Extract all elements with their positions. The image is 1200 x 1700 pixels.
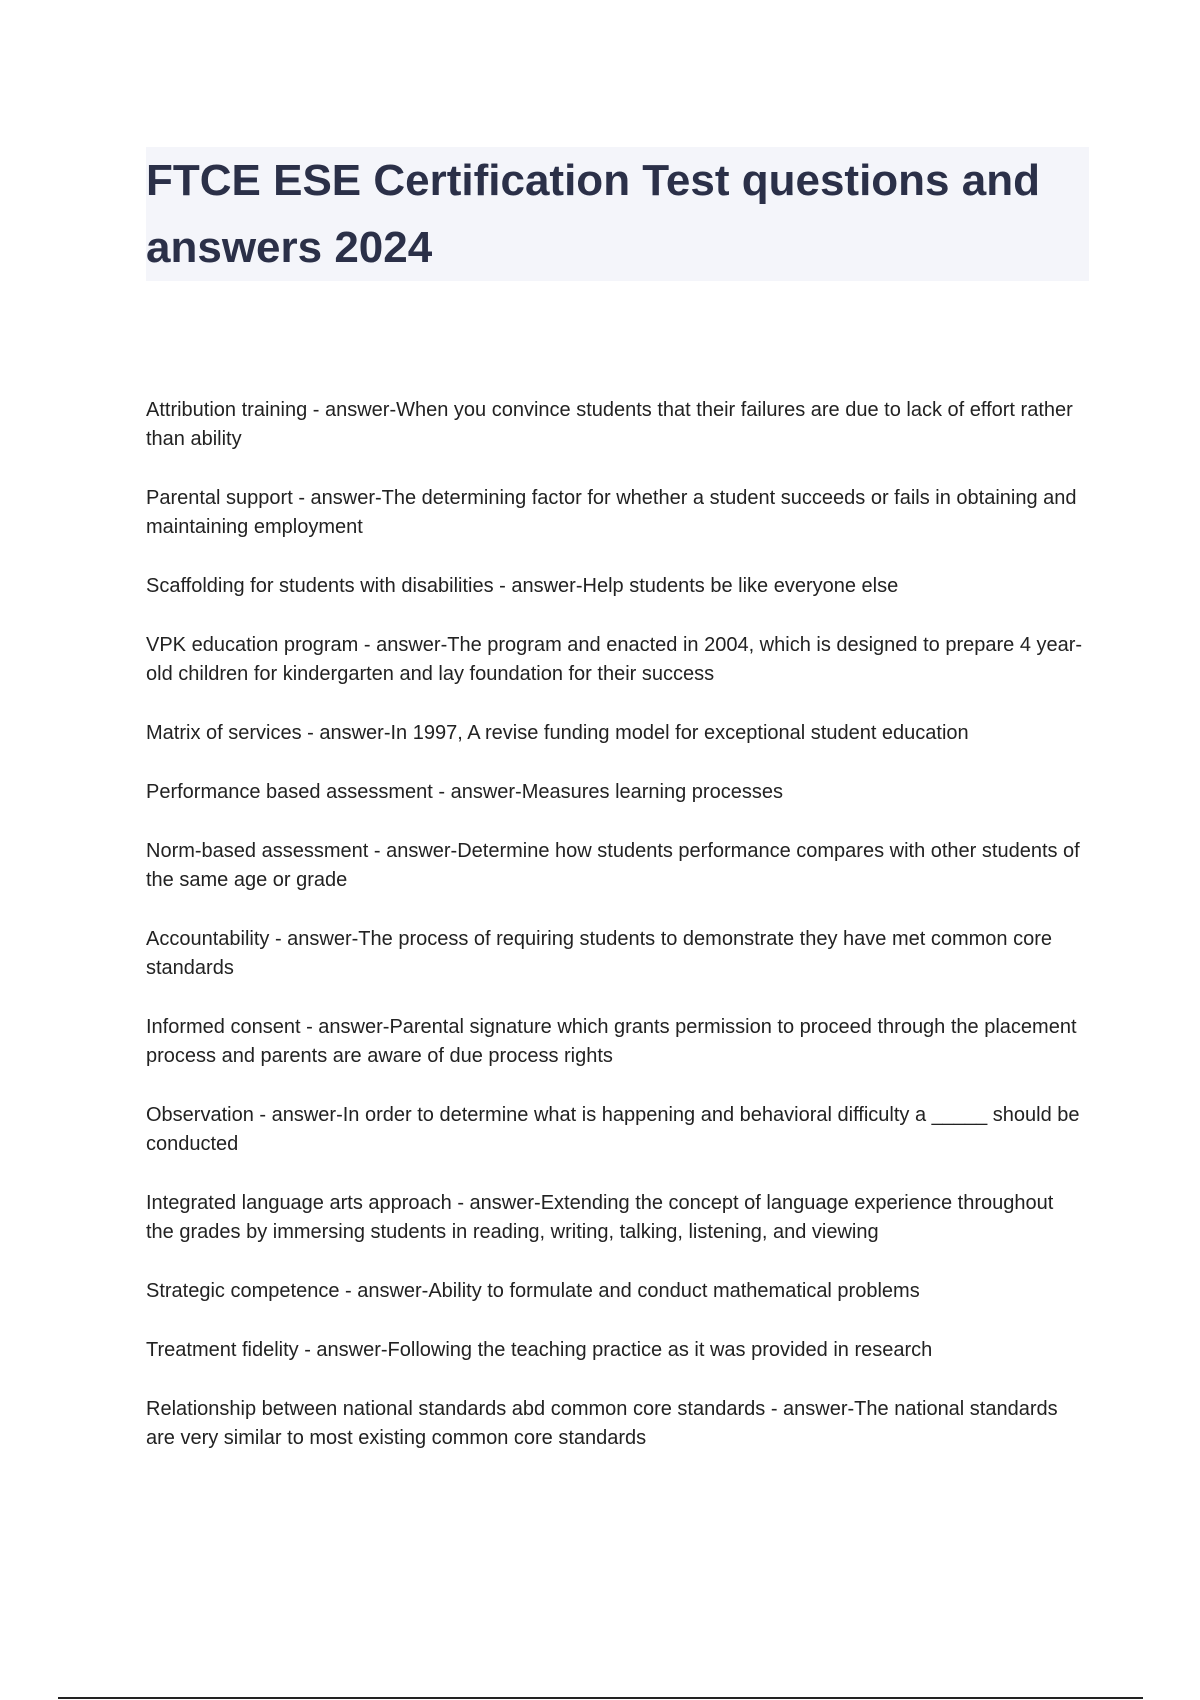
- qa-item: Strategic competence - answer-Ability to formulate and conduct mathematical problems: [146, 1280, 920, 1302]
- footer-divider: [58, 1697, 1143, 1699]
- qa-item: Scaffolding for students with disabilities - answer-Help students be like everyone else: [146, 575, 899, 597]
- qa-item: Attribution training - answer-When you convince students that their failures are due to lack of effort rather than ability: [146, 399, 1073, 450]
- qa-item: Informed consent - answer-Parental signature which grants permission to proceed through the placement process and parents are aware of due process rights: [146, 1016, 1077, 1067]
- qa-item: Parental support - answer-The determining factor for whether a student succeeds or fails in obtaining and maintaining employment: [146, 487, 1077, 538]
- title-banner: [146, 147, 1089, 281]
- qa-item: Treatment fidelity - answer-Following the teaching practice as it was provided in research: [146, 1339, 933, 1361]
- qa-item: Norm-based assessment - answer-Determine how students performance compares with other students of the same age or grade: [146, 840, 1080, 891]
- qa-item: Performance based assessment - answer-Measures learning processes: [146, 781, 783, 803]
- qa-item: Matrix of services - answer-In 1997, A revise funding model for exceptional student education: [146, 722, 969, 744]
- qa-item: Integrated language arts approach - answer-Extending the concept of language experience throughout the grades by immersing students in reading, writing, talking, listening, and viewing: [146, 1192, 1054, 1243]
- qa-item: Observation - answer-In order to determine what is happening and behavioral difficulty a _____ should be conducted: [146, 1104, 1080, 1155]
- qa-list: [146, 396, 1086, 1483]
- qa-item: VPK education program - answer-The program and enacted in 2004, which is designed to prepare 4 year-old children for kindergarten and lay foundation for their success: [146, 634, 1083, 685]
- qa-item: Accountability - answer-The process of requiring students to demonstrate they have met common core standards: [146, 928, 1052, 979]
- qa-item: Relationship between national standards abd common core standards - answer-The national standards are very similar to most existing common core standards: [146, 1398, 1058, 1449]
- page-title: FTCE ESE Certification Test questions and answers 2024: [146, 156, 1040, 272]
